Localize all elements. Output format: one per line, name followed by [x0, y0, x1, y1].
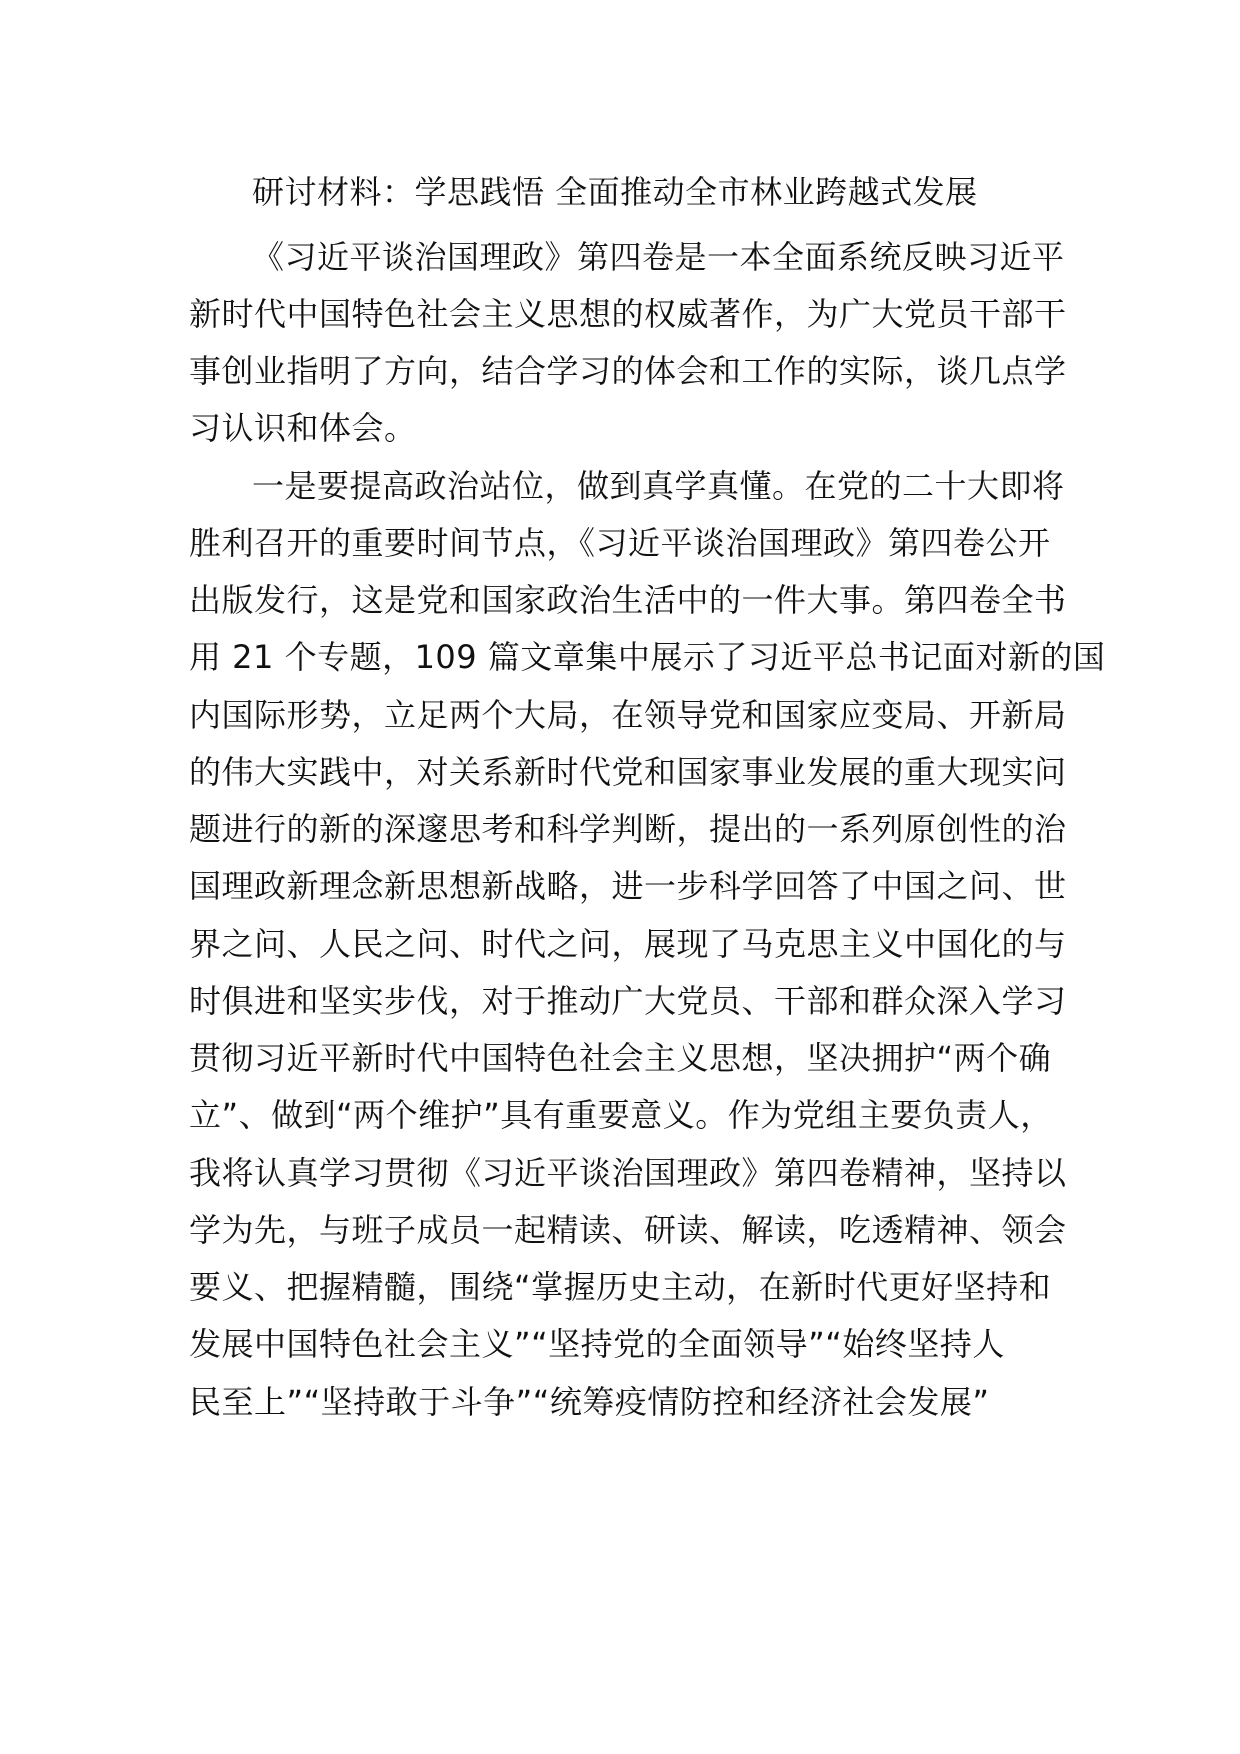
paragraph-2-line-11: 贯彻习近平新时代中国特色社会主义思想，坚决拥护“两个确	[189, 1039, 1052, 1077]
paragraph-2-line-1: 一是要提高政治站位，做到真学真懂。在党的二十大即将	[252, 467, 1065, 505]
paragraph-1-line-4: 习认识和体会。	[189, 409, 417, 447]
paragraph-2-line-7: 题进行的新的深邃思考和科学判断，提出的一系列原创性的治	[189, 810, 1067, 848]
document-title: 研讨材料：学思践悟 全面推动全市林业跨越式发展	[252, 173, 978, 211]
paragraph-2-line-9: 界之问、人民之问、时代之问，展现了马克思主义中国化的与	[189, 925, 1067, 963]
paragraph-1-line-1: 《习近平谈治国理政》第四卷是一本全面系统反映习近平	[252, 238, 1065, 276]
paragraph-2-line-3: 出版发行，这是党和国家政治生活中的一件大事。第四卷全书	[189, 581, 1067, 619]
paragraph-1-line-3: 事创业指明了方向，结合学习的体会和工作的实际，谈几点学	[189, 352, 1067, 390]
paragraph-2-line-13: 我将认真学习贯彻《习近平谈治国理政》第四卷精神，坚持以	[189, 1154, 1067, 1192]
paragraph-2-line-10: 时俱进和坚实步伐，对于推动广大党员、干部和群众深入学习	[189, 982, 1067, 1020]
paragraph-2-line-17: 民至上”“坚持敢于斗争”“统筹疫情防控和经济社会发展”	[189, 1383, 990, 1421]
paragraph-1-line-2: 新时代中国特色社会主义思想的权威著作，为广大党员干部干	[189, 295, 1067, 333]
paragraph-2-line-6: 的伟大实践中，对关系新时代党和国家事业发展的重大现实问	[189, 753, 1067, 791]
paragraph-2-line-12: 立”、做到“两个维护”具有重要意义。作为党组主要负责人，	[189, 1096, 1053, 1134]
paragraph-2-line-2: 胜利召开的重要时间节点，《习近平谈治国理政》第四卷公开	[189, 524, 1051, 562]
paragraph-2-line-16: 发展中国特色社会主义”“坚持党的全面领导”“始终坚持人	[189, 1325, 1005, 1363]
paragraph-2-line-5: 内国际形势，立足两个大局，在领导党和国家应变局、开新局	[189, 696, 1067, 734]
paragraph-2-line-14: 学为先，与班子成员一起精读、研读、解读，吃透精神、领会	[189, 1211, 1067, 1249]
paragraph-2-line-4: 用 21 个专题，109 篇文章集中展示了习近平总书记面对新的国	[189, 638, 1106, 676]
paragraph-2-line-15: 要义、把握精髓，围绕“掌握历史主动，在新时代更好坚持和	[189, 1268, 1052, 1306]
paragraph-2-line-8: 国理政新理念新思想新战略，进一步科学回答了中国之问、世	[189, 867, 1067, 905]
